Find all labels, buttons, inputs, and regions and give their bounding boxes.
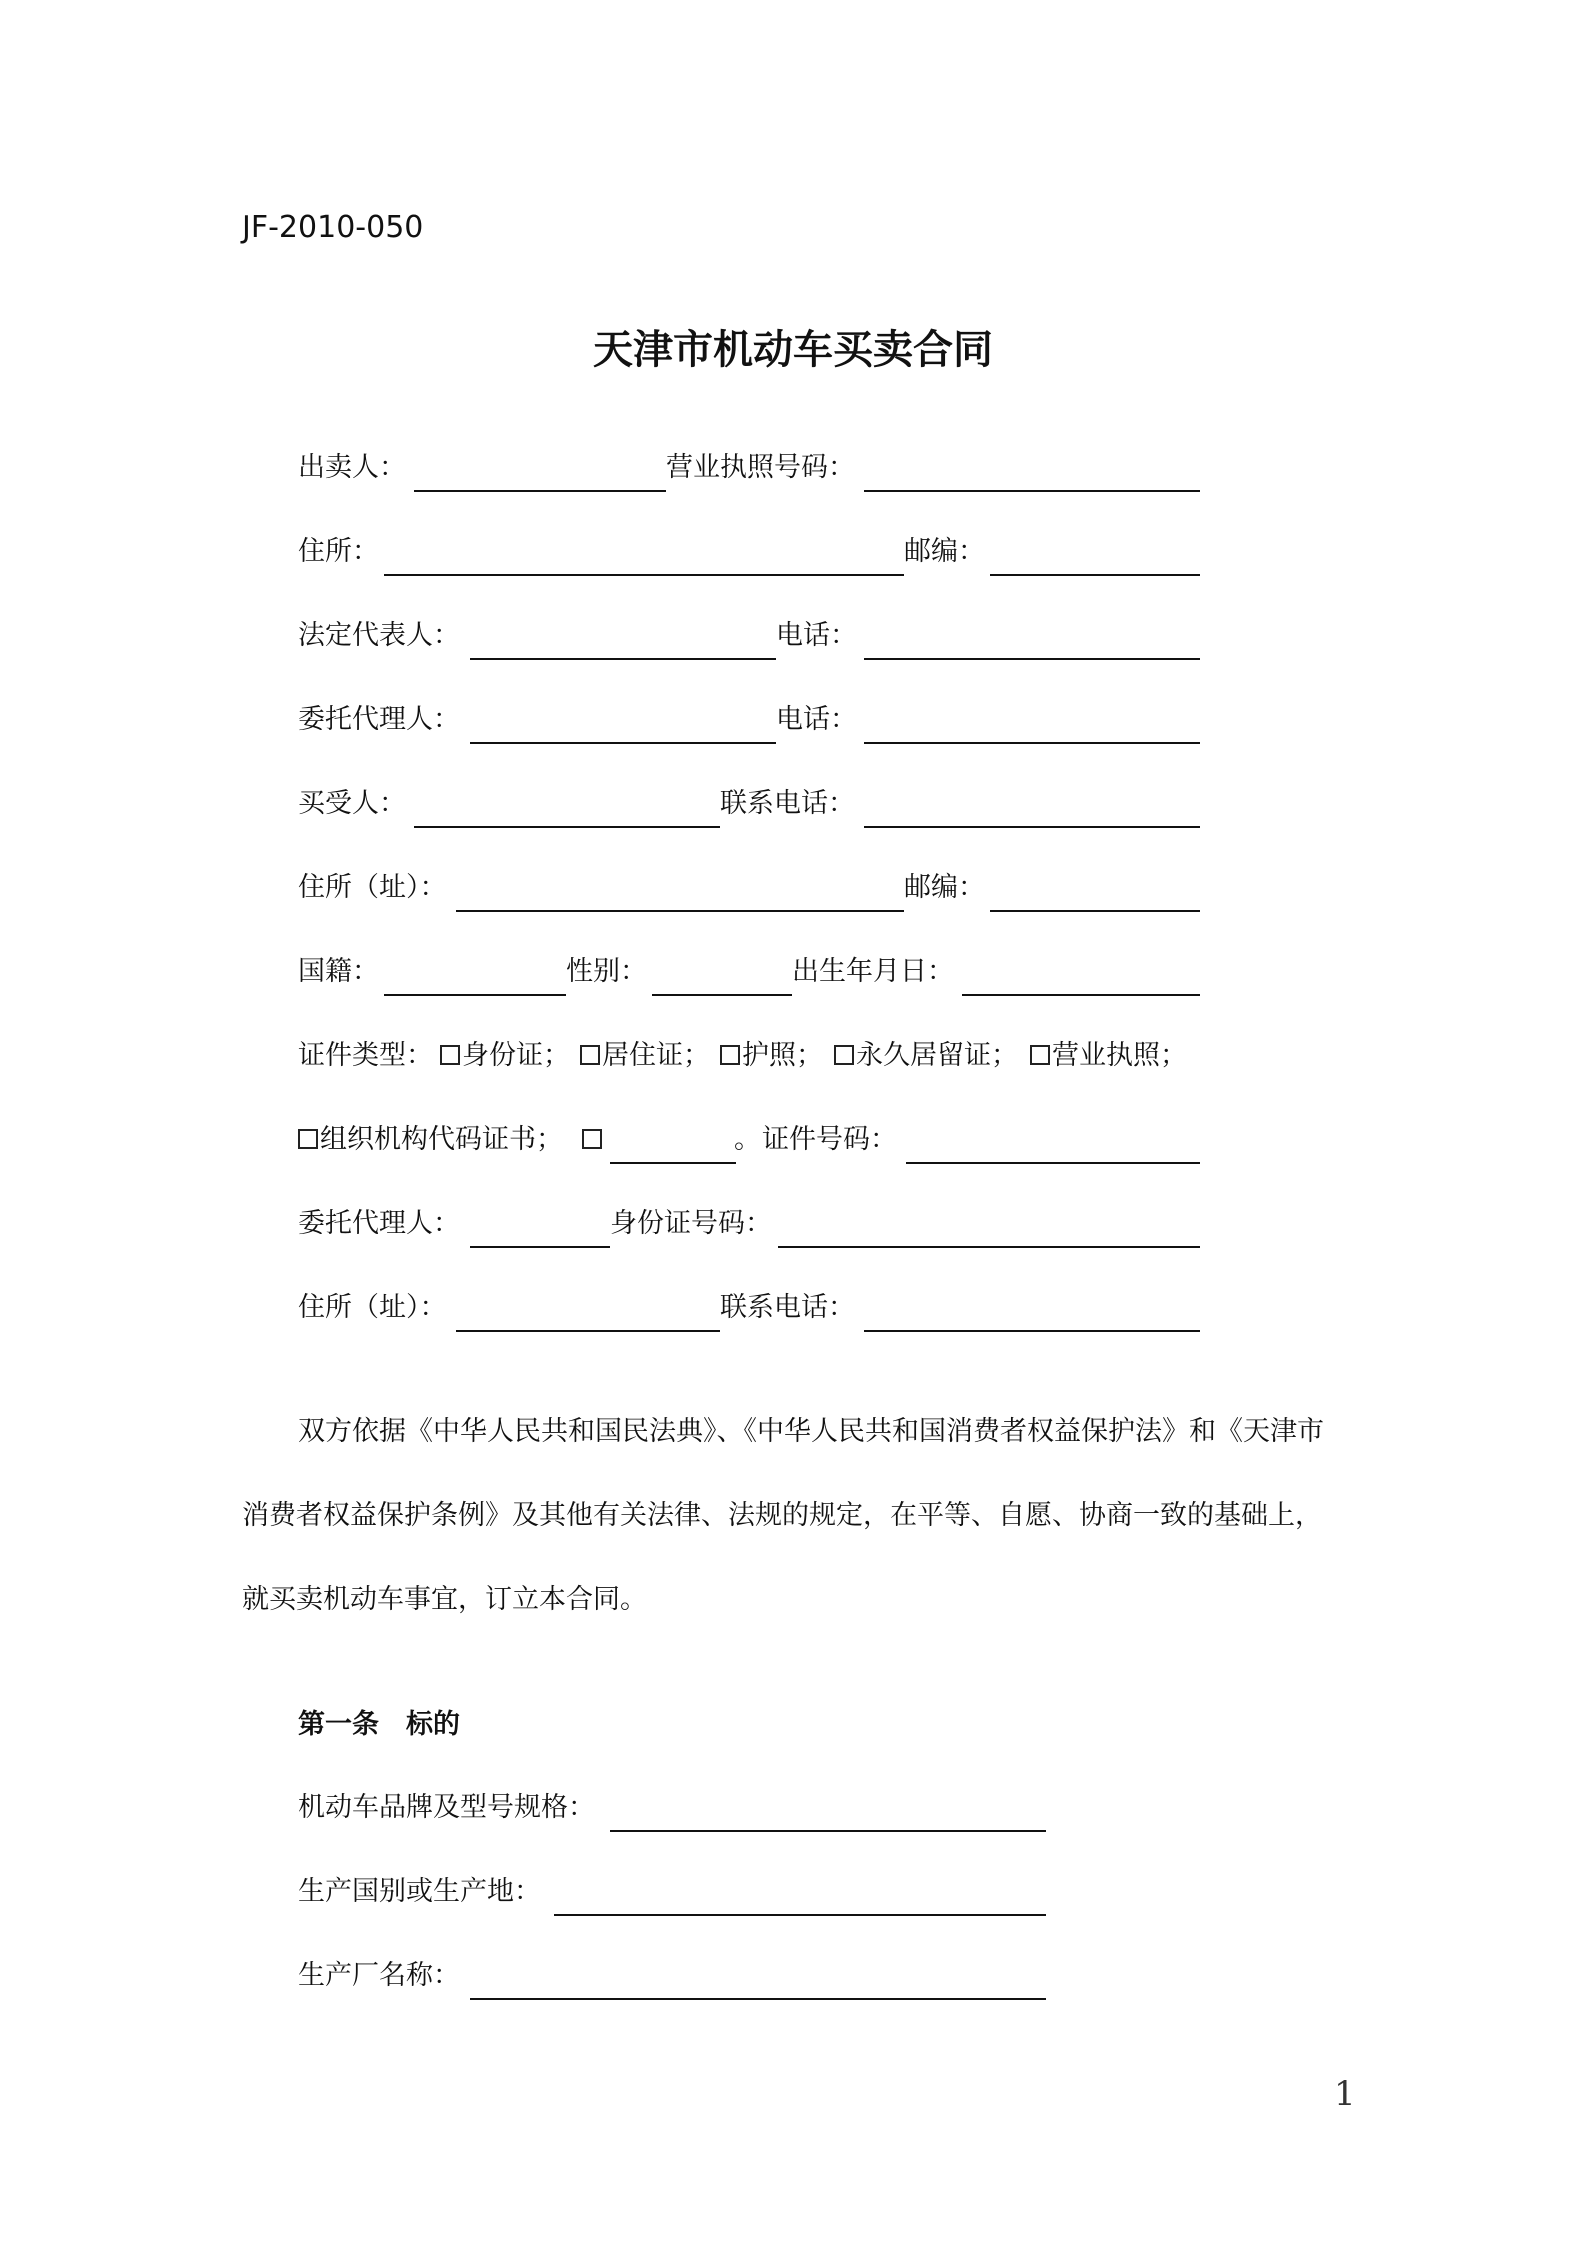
buyer-agent-address-field[interactable] <box>456 1330 720 1332</box>
seller-agent-phone-field[interactable] <box>864 742 1200 744</box>
id-option-business-license[interactable]: 营业执照； <box>1030 1034 1187 1078</box>
brand-label: 机动车品牌及型号规格： <box>298 1792 595 1823</box>
document-code: JF-2010-050 <box>242 210 424 245</box>
id-option-permanent-residence[interactable]: 永久居留证； <box>834 1034 1018 1078</box>
buyer-name-field[interactable] <box>414 826 720 828</box>
buyer-postcode-field[interactable] <box>990 910 1200 912</box>
birthdate-field[interactable] <box>962 994 1200 996</box>
checkbox-icon[interactable] <box>582 1129 602 1149</box>
seller-license-label: 营业执照号码： <box>666 452 855 483</box>
seller-address-field[interactable] <box>384 574 904 576</box>
id-other-suffix: 。 <box>734 1124 761 1155</box>
buyer-name-label: 买受人： <box>298 788 406 819</box>
legal-rep-label: 法定代表人： <box>298 620 460 651</box>
nationality-field[interactable] <box>384 994 566 996</box>
checkbox-icon[interactable] <box>580 1045 600 1065</box>
legal-rep-phone-field[interactable] <box>864 658 1200 660</box>
checkbox-icon[interactable] <box>834 1045 854 1065</box>
page-number: 1 <box>1334 2074 1356 2114</box>
id-option-other-field[interactable] <box>610 1162 736 1164</box>
origin-field[interactable] <box>554 1914 1046 1916</box>
seller-name-label: 出卖人： <box>298 452 406 483</box>
id-option-passport[interactable]: 护照； <box>720 1034 823 1078</box>
legal-rep-field[interactable] <box>470 658 776 660</box>
buyer-agent-label: 委托代理人： <box>298 1208 460 1239</box>
id-number-label: 证件号码： <box>762 1124 897 1155</box>
preamble-line-2: 消费者权益保护条例》及其他有关法律、法规的规定，在平等、自愿、协商一致的基础上， <box>242 1500 1322 1531</box>
brand-field[interactable] <box>610 1830 1046 1832</box>
buyer-agent-phone-field[interactable] <box>864 1330 1200 1332</box>
buyer-postcode-label: 邮编： <box>904 872 985 903</box>
article-1-heading: 第一条 标的 <box>298 1709 460 1740</box>
seller-agent-phone-label: 电话： <box>776 704 857 735</box>
page-title: 天津市机动车买卖合同 <box>593 327 993 373</box>
id-number-field[interactable] <box>906 1162 1200 1164</box>
gender-field[interactable] <box>652 994 792 996</box>
id-option-id-card[interactable]: 身份证； <box>440 1034 570 1078</box>
gender-label: 性别： <box>566 956 647 987</box>
seller-name-field[interactable] <box>414 490 666 492</box>
buyer-address-label: 住所（址）： <box>298 872 447 903</box>
buyer-address-field[interactable] <box>456 910 904 912</box>
seller-agent-label: 委托代理人： <box>298 704 460 735</box>
buyer-phone-label: 联系电话： <box>720 788 855 819</box>
checkbox-icon[interactable] <box>298 1129 318 1149</box>
buyer-agent-id-label: 身份证号码： <box>610 1208 772 1239</box>
manufacturer-field[interactable] <box>470 1998 1046 2000</box>
preamble-line-1: 双方依据《中华人民共和国民法典》、《中华人民共和国消费者权益保护法》和《天津市 <box>298 1416 1324 1447</box>
buyer-agent-field[interactable] <box>470 1246 610 1248</box>
preamble-line-3: 就买卖机动车事宜，订立本合同。 <box>242 1584 647 1615</box>
checkbox-icon[interactable] <box>440 1045 460 1065</box>
origin-label: 生产国别或生产地： <box>298 1876 541 1907</box>
checkbox-icon[interactable] <box>1030 1045 1050 1065</box>
id-type-label: 证件类型： <box>298 1040 433 1071</box>
manufacturer-label: 生产厂名称： <box>298 1960 460 1991</box>
birthdate-label: 出生年月日： <box>792 956 954 987</box>
nationality-label: 国籍： <box>298 956 379 987</box>
legal-rep-phone-label: 电话： <box>776 620 857 651</box>
seller-postcode-label: 邮编： <box>904 536 985 567</box>
seller-license-field[interactable] <box>864 490 1200 492</box>
id-option-residence-permit[interactable]: 居住证； <box>580 1034 710 1078</box>
id-option-other-checkbox[interactable] <box>582 1118 604 1162</box>
id-option-org-code[interactable]: 组织机构代码证书； <box>298 1118 563 1162</box>
buyer-agent-address-label: 住所（址）： <box>298 1292 447 1323</box>
checkbox-icon[interactable] <box>720 1045 740 1065</box>
buyer-agent-id-field[interactable] <box>778 1246 1200 1248</box>
seller-address-label: 住所： <box>298 536 379 567</box>
buyer-agent-phone-label: 联系电话： <box>720 1292 855 1323</box>
seller-agent-field[interactable] <box>470 742 776 744</box>
buyer-phone-field[interactable] <box>864 826 1200 828</box>
seller-postcode-field[interactable] <box>990 574 1200 576</box>
